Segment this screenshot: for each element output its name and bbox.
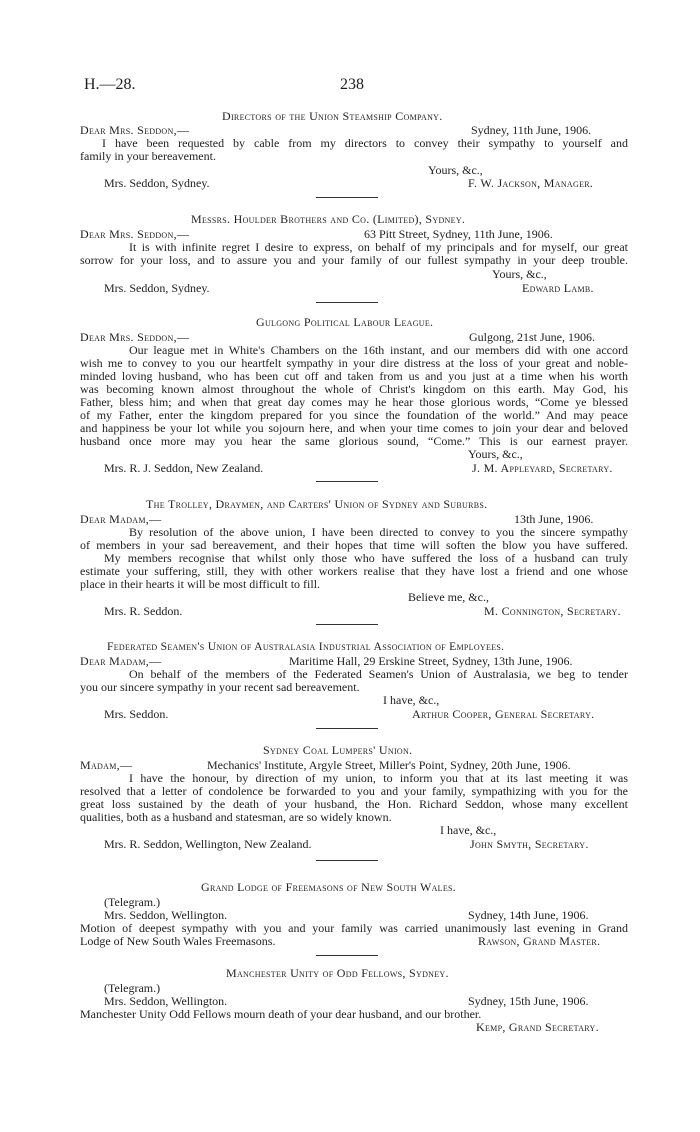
letter-salutation: Dear Madam,— — [80, 512, 162, 526]
letter-body-line: Our league met in White's Chambers on the 16th instant, and our members did with one accord — [129, 343, 628, 357]
letter-closing: Yours, &c., — [492, 267, 547, 281]
letter-heading: Grand Lodge of Freemasons of New South Wales. — [201, 880, 457, 894]
letter-place-date: Maritime Hall, 29 Erskine Street, Sydney, 13th June, 1906. — [289, 654, 573, 668]
letter-signature: F. W. Jackson, Manager. — [468, 176, 594, 190]
page-number: 238 — [340, 76, 364, 93]
letter-body-line: place in their hearts it will be most difficult to fill. — [80, 577, 321, 591]
section-divider — [316, 860, 378, 861]
letter-addressee: Mrs. R. J. Seddon, New Zealand. — [104, 461, 264, 475]
letter-addressee: Mrs. Seddon, Sydney. — [104, 281, 210, 295]
letter-body-line: wish me to convey to you our heartfelt sympathy in your dire distress at the loss of your great and noble- — [80, 356, 628, 370]
letter-body-line: sorrow for your loss, and to assure you and your family of our fullest sympathy in your deep trouble. — [80, 253, 628, 267]
letter-signature: John Smyth, Secretary. — [470, 837, 589, 851]
section-divider — [316, 481, 378, 482]
letter-heading: The Trolley, Draymen, and Carters' Union of Sydney and Suburbs. — [146, 497, 488, 511]
telegram-note: (Telegram.) — [104, 981, 161, 995]
letter-body-line: great loss sustained by the death of your husband, the Hon. Richard Seddon, whose many excellent — [80, 797, 628, 811]
letter-body-line: husband once more may you hear the same glorious sound, “Come.” This is our earnest prayer. — [80, 434, 628, 448]
letter-heading: Manchester Unity of Odd Fellows, Sydney. — [226, 966, 449, 980]
letter-addressee: Mrs. Seddon, Wellington. — [104, 994, 228, 1008]
page-ref: H.—28. — [84, 76, 136, 93]
letter-salutation: Dear Madam,— — [80, 654, 162, 668]
letter-heading: Gulgong Political Labour League. — [256, 315, 434, 329]
letter-heading: Sydney Coal Lumpers' Union. — [263, 743, 413, 757]
letter-closing: Believe me, &c., — [408, 590, 489, 604]
letter-addressee: Mrs. Seddon. — [104, 707, 169, 721]
letter-signature: Arthur Cooper, General Secretary. — [412, 707, 595, 721]
letter-signature: M. Connington, Secretary. — [484, 604, 621, 618]
section-divider — [316, 728, 378, 729]
letter-signature: Edward Lamb. — [522, 281, 594, 295]
letter-body-line: of my Father, enter the kingdom prepared for you since the foundation of the world.” And may peace — [80, 408, 628, 422]
section-divider — [316, 302, 378, 303]
telegram-note: (Telegram.) — [104, 895, 161, 909]
letter-addressee: Mrs. Seddon, Sydney. — [104, 176, 210, 190]
section-divider — [316, 955, 378, 956]
letter-place-date: Gulgong, 21st June, 1906. — [469, 330, 595, 344]
letter-closing: Yours, &c., — [468, 447, 523, 461]
letter-heading: Federated Seamen's Union of Australasia Industrial Association of Employees. — [107, 640, 505, 653]
letter-body-line: I have been requested by cable from my directors to convey their sympathy to yourself and — [102, 136, 628, 150]
letter-signature: Rawson, Grand Master. — [478, 934, 601, 948]
letter-body-line: and happiness be your lot while you sojourn here, and when your time comes to join your dear and beloved — [80, 421, 628, 435]
letter-body-line: resolved that a letter of condolence be forwarded to you and your family, sympathizing with you for the — [80, 784, 628, 798]
letter-body-line: was becoming known almost throughout the whole of Christ's kingdom on this earth. May God, his — [80, 382, 628, 396]
letter-place-date: 63 Pitt Street, Sydney, 11th June, 1906. — [364, 227, 553, 241]
letter-salutation: Dear Mrs. Seddon,— — [80, 330, 190, 344]
letter-salutation: Dear Mrs. Seddon,— — [80, 123, 190, 137]
letter-place-date: Sydney, 11th June, 1906. — [471, 123, 592, 137]
letter-body-line: minded loving husband, who has been cut off and taken from us and you just at a time when his worth — [80, 369, 628, 383]
section-divider — [316, 197, 378, 198]
letter-body-line: On behalf of the members of the Federated Seamen's Union of Australasia, we beg to tender — [129, 667, 628, 681]
letter-body-line: My members recognise that whilst only those who have suffered the loss of a husband can truly — [104, 551, 628, 565]
letter-closing: I have, &c., — [440, 823, 497, 837]
letter-place-date: Mechanics' Institute, Argyle Street, Miller's Point, Sydney, 20th June, 1906. — [207, 758, 571, 772]
letter-salutation: Madam,— — [80, 758, 133, 772]
letter-salutation: Dear Mrs. Seddon,— — [80, 227, 190, 241]
letter-signature: Kemp, Grand Secretary. — [476, 1020, 599, 1034]
letter-body-line: you our sincere sympathy in your recent sad bereavement. — [80, 680, 360, 694]
letter-place-date: Sydney, 15th June, 1906. — [468, 994, 589, 1008]
letter-body-line: qualities, both as a husband and statesman, are so widely known. — [80, 810, 392, 824]
letter-body-line: It is with infinite regret I desire to express, on behalf of my principals and for myself, our great — [129, 240, 628, 254]
letter-body-line: estimate your suffering, still, they with other workers realise that they have lost a friend and one whose — [80, 564, 628, 578]
letter-place-date: Sydney, 14th June, 1906. — [468, 908, 589, 922]
letter-body-line: family in your bereavement. — [80, 149, 216, 163]
letter-body-line: of members in your sad bereavement, and their hopes that time will soften the blow you have suffered. — [80, 538, 628, 552]
letter-addressee: Mrs. Seddon, Wellington. — [104, 908, 228, 922]
letter-signature: J. M. Appleyard, Secretary. — [472, 461, 613, 475]
letter-body-line: Manchester Unity Odd Fellows mourn death of your dear husband, and our brother. — [80, 1007, 482, 1021]
section-divider — [316, 624, 378, 625]
letter-body-line: By resolution of the above union, I have been directed to convey to you the sincere sympathy — [129, 525, 628, 539]
letter-body-line: Motion of deepest sympathy with you and your family was carried unanimously last evening in Grand — [80, 921, 628, 935]
letter-addressee: Mrs. R. Seddon. — [104, 604, 183, 618]
letter-closing: Yours, &c., — [428, 163, 483, 177]
letter-heading: Directors of the Union Steamship Company. — [222, 109, 443, 123]
letter-body-line: I have the honour, by direction of my union, to inform you that at its last meeting it was — [129, 771, 628, 785]
letter-place-date: 13th June, 1906. — [514, 512, 594, 526]
letter-body-line: Father, bless him; and when that great day comes may he hear those glorious words, “Come ye blessed — [80, 395, 628, 409]
letter-addressee: Mrs. R. Seddon, Wellington, New Zealand. — [104, 837, 312, 851]
letter-heading: Messrs. Houlder Brothers and Co. (Limited), Sydney. — [191, 212, 466, 226]
letter-body-line: Lodge of New South Wales Freemasons. — [80, 934, 276, 948]
letter-closing: I have, &c., — [383, 693, 440, 707]
